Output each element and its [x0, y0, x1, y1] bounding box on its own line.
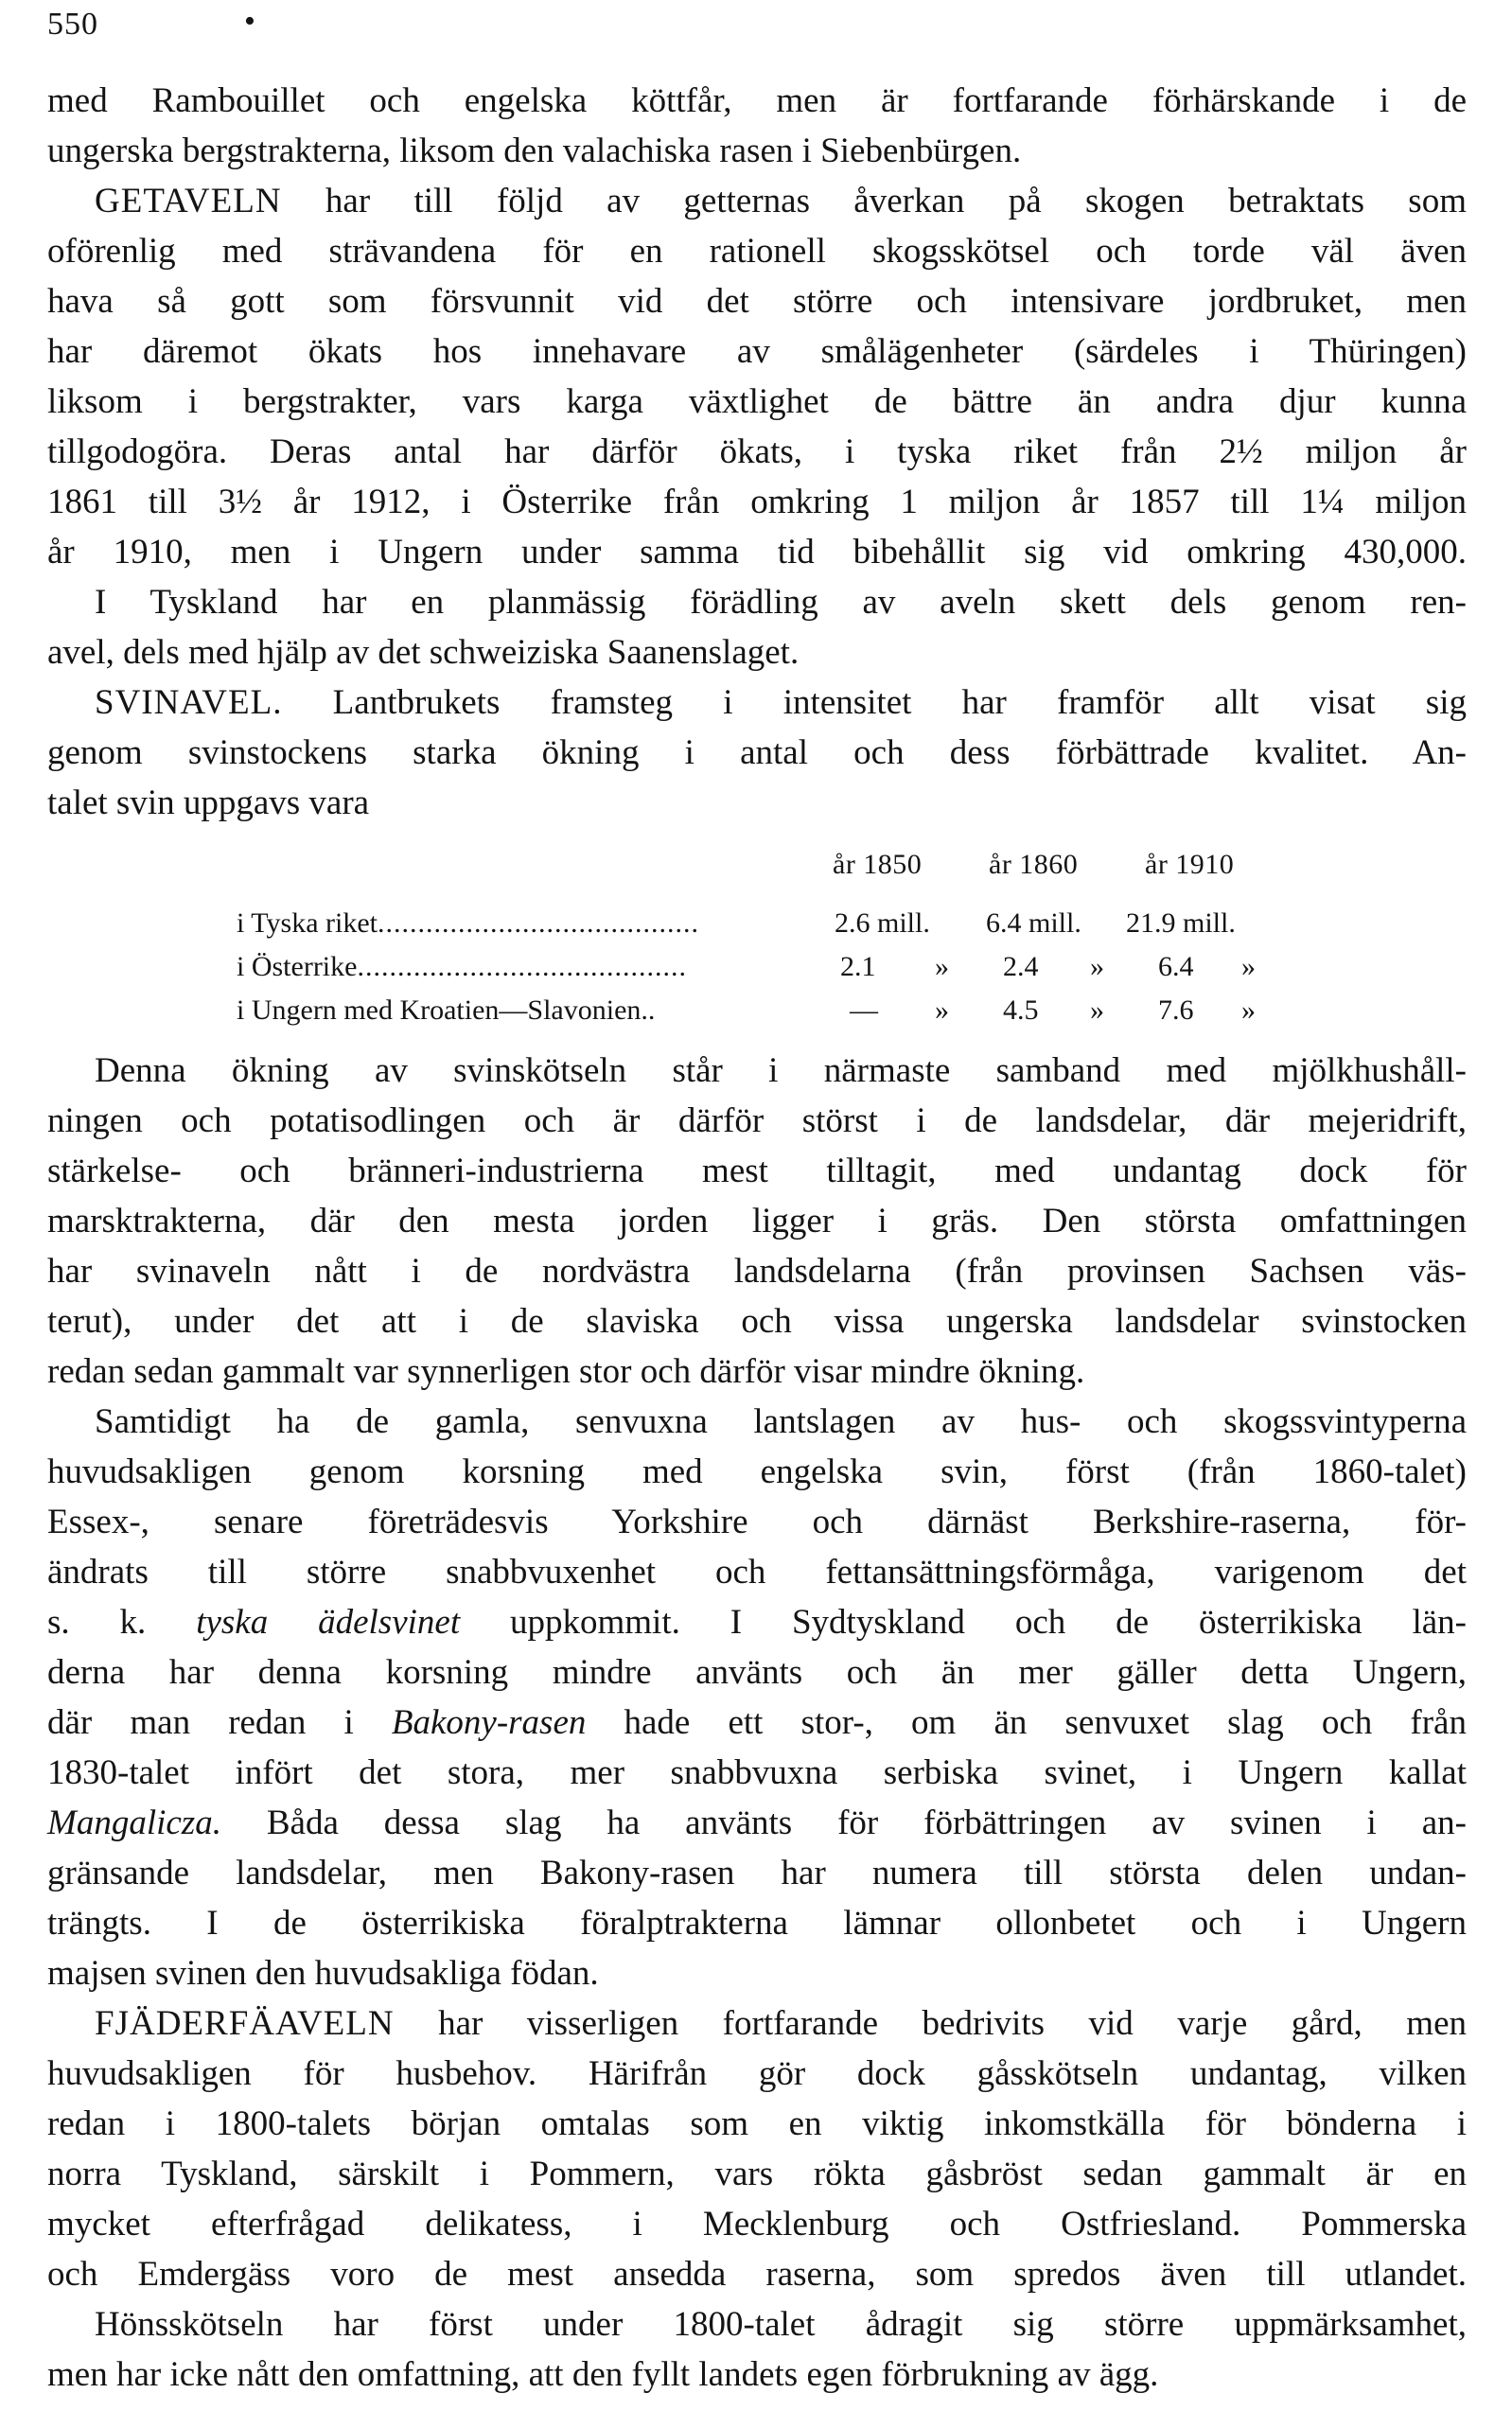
paragraph-fjaderfaaveln: [47, 1998, 1467, 2400]
text-line: 1861 till 3½ år 1912, i Österrike från omkring 1 miljon år 1857 till 1¼ miljon: [47, 483, 1467, 521]
text-line: I Tyskland har en planmässig förädling av aveln skett dels genom ren-: [95, 583, 1467, 622]
text-line: huvudsakligen för husbehov. Härifrån gör dock gåsskötseln undantag, vilken: [47, 2054, 1467, 2093]
table-row: [47, 907, 1467, 949]
row-label: i Ungern med Kroatien—Slavonien..: [237, 994, 656, 1026]
text-line: Essex-, senare företrädesvis Yorkshire och därnäst Berkshire-raserna, för-: [47, 1503, 1467, 1541]
row-label: i Tyska riket........................................: [237, 907, 699, 939]
table-row: [47, 951, 1467, 993]
ditto-mark: »: [1090, 994, 1104, 1026]
text-line: genom svinstockens starka ökning i antal och dess förbättrade kvalitet. An-: [47, 733, 1467, 772]
text-line: hava så gott som försvunnit vid det större och intensivare jordbruket, men: [47, 282, 1467, 321]
text-line: majsen svinen den huvudsakliga födan.: [47, 1954, 599, 1993]
ditto-mark: »: [935, 994, 949, 1026]
text-line: liksom i bergstrakter, vars karga växtlighet de bättre än andra djur kunna: [47, 382, 1467, 421]
text-line: och Emdergäss voro de mest ansedda raserna, som spredos även till utlandet.: [47, 2255, 1467, 2294]
text-line: ningen och potatisodlingen och är därför störst i de landsdelar, där mejeridrift,: [47, 1101, 1467, 1140]
table-row: [47, 994, 1467, 1036]
italic-term: tyska ädelsvinet: [196, 1603, 461, 1642]
text-line: där man redan i Bakony-rasen hade ett stor-, om än senvuxet slag och från: [47, 1703, 1467, 1742]
table-cell: 7.6: [1158, 994, 1194, 1026]
table-header: år 1910: [1145, 849, 1235, 880]
text-line: [47, 176, 1467, 226]
text-segment: Lantbrukets framsteg i intensitet har framför allt visat sig: [282, 683, 1467, 722]
text-line: avel, dels med hjälp av det schweiziska Saanenslaget.: [47, 633, 800, 672]
table-cell: —: [850, 994, 878, 1026]
ditto-mark: »: [1241, 994, 1256, 1026]
text-line: år 1910, men i Ungern under samma tid bibehållit sig vid omkring 430,000.: [47, 533, 1467, 572]
text-line: [47, 1998, 1467, 2049]
text-line: trängts. I de österrikiska föralptrakterna lämnar ollonbetet och i Ungern: [47, 1904, 1467, 1943]
italic-term: Mangalicza.: [47, 1804, 221, 1842]
text-line: Samtidigt ha de gamla, senvuxna lantslagen av hus- och skogssvintyperna: [95, 1402, 1467, 1441]
italic-term: Bakony-rasen: [391, 1703, 587, 1742]
text-line: huvudsakligen genom korsning med engelska svin, först (från 1860-talet): [47, 1452, 1467, 1491]
table-header: år 1860: [989, 849, 1079, 880]
ditto-mark: »: [1241, 951, 1256, 982]
row-label: i Österrike.........................................: [237, 951, 687, 982]
text-line: s. k. tyska ädelsvinet uppkommit. I Sydtyskland och de österrikiska län-: [47, 1603, 1467, 1642]
text-segment: har visserligen fortfarande bedrivits vid varje gård, men: [394, 2004, 1467, 2043]
page-dot: •: [244, 4, 255, 39]
text-line: redan i 1800-talets början omtalas som en viktig inkomstkälla för bönderna i: [47, 2104, 1467, 2143]
text-line: redan sedan gammalt var synnerligen stor och därför visar mindre ökning.: [47, 1352, 1085, 1391]
text-line: mycket efterfrågad delikatess, i Mecklenburg och Ostfriesland. Pommerska: [47, 2205, 1467, 2244]
body-text: [47, 76, 1467, 2400]
ditto-mark: »: [935, 951, 949, 982]
text-line: tillgodogöra. Deras antal har därför ökats, i tyska riket från 2½ miljon år: [47, 432, 1467, 471]
paragraph: [47, 76, 1467, 176]
text-line: har däremot ökats hos innehavare av smålägenheter (särdeles i Thüringen): [47, 332, 1467, 371]
text-line: Denna ökning av svinskötseln står i närmaste samband med mjölkhushåll-: [95, 1051, 1467, 1090]
table-cell: 6.4: [1158, 951, 1194, 982]
paragraph: [47, 1046, 1467, 1397]
text-line: 1830-talet infört det stora, mer snabbvuxna serbiska svinet, i Ungern kallat: [47, 1753, 1467, 1792]
table-cell: 2.1: [840, 951, 876, 982]
text-line: ungerska bergstrakterna, liksom den valachiska rasen i Siebenbürgen.: [47, 132, 1022, 170]
table-cell: 2.4: [1003, 951, 1039, 982]
text-line: talet svin uppgavs vara: [47, 783, 370, 822]
table-header: år 1850: [833, 849, 923, 880]
table-cell: 21.9 mill.: [1126, 907, 1236, 939]
pig-count-table: [47, 828, 1467, 1036]
ditto-mark: »: [1090, 951, 1104, 982]
text-line: oförenlig med strävandena för en rationell skogsskötsel och torde väl även: [47, 232, 1467, 271]
text-line: gränsande landsdelar, men Bakony-rasen har numera till största delen undan-: [47, 1854, 1467, 1892]
text-segment: har till följd av getternas åverkan på skogen betraktats som: [281, 182, 1467, 220]
text-line: stärkelse- och bränneri-industrierna mest tilltagit, med undantag dock för: [47, 1152, 1467, 1190]
page-number: 550: [47, 7, 98, 42]
text-line: terut), under det att i de slaviska och vissa ungerska landsdelar svinstocken: [47, 1302, 1467, 1341]
paragraph-svinavel: [47, 678, 1467, 828]
text-line: [47, 678, 1467, 728]
text-line: Mangalicza. Båda dessa slag ha använts för förbättringen av svinen i an-: [47, 1804, 1467, 1842]
table-cell: 4.5: [1003, 994, 1039, 1026]
table-cell: 2.6 mill.: [835, 907, 930, 939]
text-line: men har icke nått den omfattning, att den fyllt landets egen förbrukning av ägg.: [47, 2355, 1159, 2394]
text-line: norra Tyskland, särskilt i Pommern, vars rökta gåsbröst sedan gammalt är en: [47, 2155, 1467, 2193]
text-line: marsktrakterna, där den mesta jorden ligger i gräs. Den största omfattningen: [47, 1202, 1467, 1241]
text-line: derna har denna korsning mindre använts och än mer gäller detta Ungern,: [47, 1653, 1467, 1692]
paragraph-getaveln: [47, 176, 1467, 678]
text-line: Hönsskötseln har först under 1800-talet ådragit sig större uppmärksamhet,: [95, 2305, 1467, 2344]
text-line: ändrats till större snabbvuxenhet och fettansättningsförmåga, varigenom det: [47, 1553, 1467, 1592]
section-lead: SVINAVEL.: [95, 683, 283, 722]
section-lead: FJÄDERFÄAVELN: [95, 2004, 395, 2043]
table-cell: 6.4 mill.: [986, 907, 1081, 939]
text-line: har svinaveln nått i de nordvästra landsdelarna (från provinsen Sachsen väs-: [47, 1252, 1467, 1291]
paragraph: [47, 1397, 1467, 1998]
section-lead: GETAVELN: [95, 182, 282, 220]
text-line: med Rambouillet och engelska köttfår, men är fortfarande förhärskande i de: [47, 81, 1467, 120]
